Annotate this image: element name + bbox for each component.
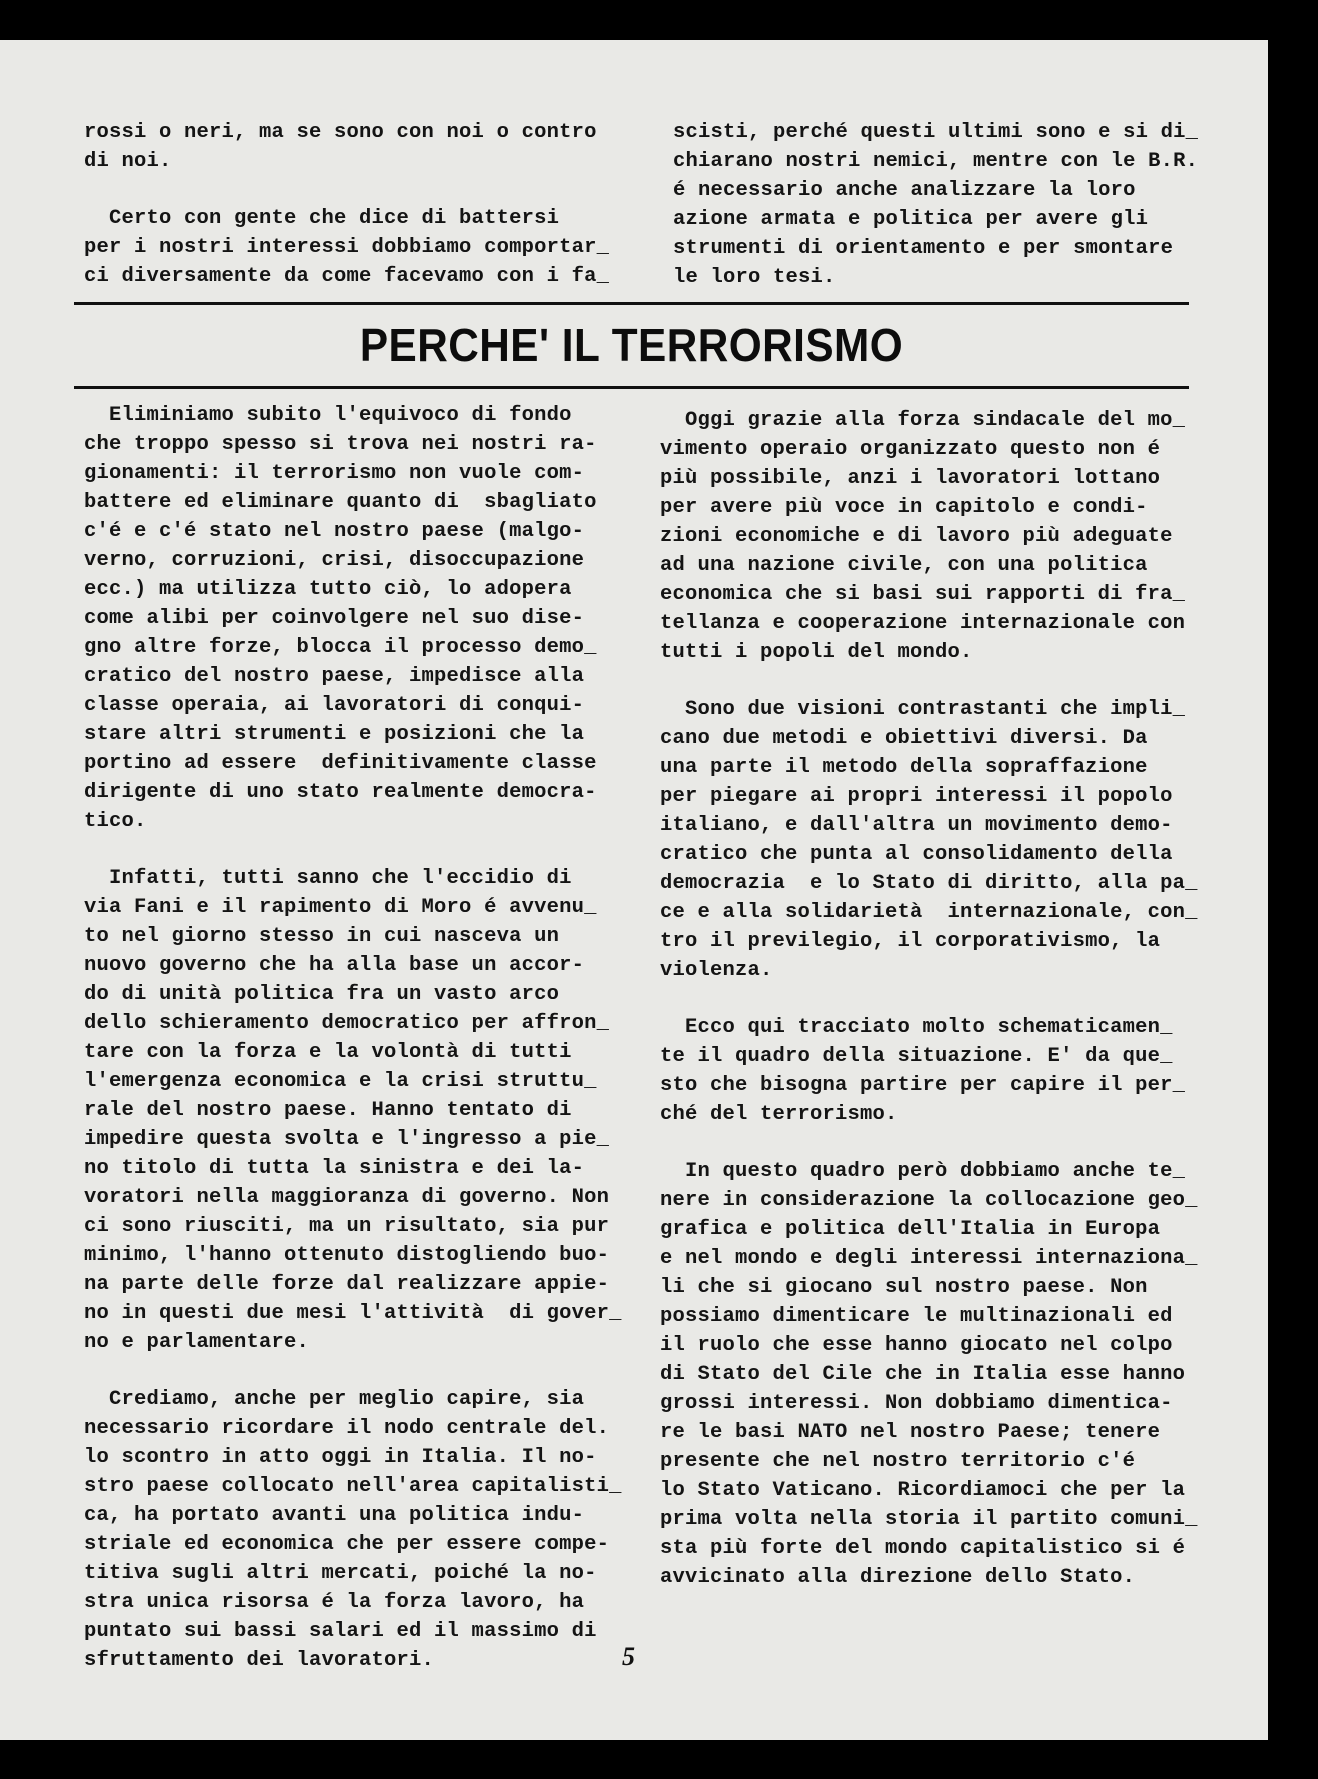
- text-line: sto che bisogna partire per capire il per_: [660, 1074, 1186, 1097]
- text-line: dello schieramento democratico per affron_: [84, 1012, 610, 1035]
- text-line: gno altre forze, blocca il processo demo_: [84, 636, 597, 659]
- text-line: battere ed eliminare quanto di sbagliato: [84, 491, 597, 514]
- text-line: tare con la forza e la volontà di tutti: [84, 1041, 572, 1064]
- document-page: [0, 40, 1268, 1740]
- title-top-rule: [74, 302, 1189, 305]
- text-line: grafica e politica dell'Italia in Europa: [660, 1218, 1161, 1241]
- text-line: ché del terrorismo.: [660, 1103, 898, 1126]
- text-line: più possibile, anzi i lavoratori lottano: [660, 467, 1161, 490]
- text-line: presente che nel nostro territorio c'é: [660, 1450, 1136, 1473]
- text-line: sfruttamento dei lavoratori.: [84, 1649, 435, 1672]
- text-line: Infatti, tutti sanno che l'eccidio di: [84, 867, 572, 890]
- text-line: nuovo governo che ha alla base un accor-: [84, 954, 585, 977]
- text-line: ci diversamente da come facevamo con i fa_: [84, 265, 610, 288]
- text-line: ecc.) ma utilizza tutto ciò, lo adopera: [84, 578, 572, 601]
- text-line: tico.: [84, 810, 147, 833]
- text-line: democrazia e lo Stato di diritto, alla pa_: [660, 872, 1198, 895]
- text-line: economica che si basi sui rapporti di fra_: [660, 583, 1186, 606]
- text-line: é necessario anche analizzare la loro: [673, 179, 1136, 202]
- text-line: no e parlamentare.: [84, 1331, 310, 1354]
- text-line: classe operaia, ai lavoratori di conqui-: [84, 694, 585, 717]
- text-line: tellanza e cooperazione internazionale con: [660, 612, 1186, 635]
- text-line: necessario ricordare il nodo centrale del.: [84, 1417, 610, 1440]
- paragraph-gap: [660, 985, 1220, 1013]
- text-line: e nel mondo e degli interessi internaziona_: [660, 1247, 1198, 1270]
- text-line: cano due metodi e obiettivi diversi. Da: [660, 727, 1148, 750]
- paragraph-gap: [84, 1357, 614, 1385]
- top-right-text: [673, 118, 1213, 292]
- text-line: voratori nella maggioranza di governo. Non: [84, 1186, 610, 1209]
- text-line: via Fani e il rapimento di Moro é avvenu_: [84, 896, 597, 919]
- text-line: prima volta nella storia il partito comuni_: [660, 1508, 1198, 1531]
- text-line: ce e alla solidarietà internazionale, con_: [660, 901, 1198, 924]
- text-line: puntato sui bassi salari ed il massimo di: [84, 1620, 597, 1643]
- text-line: grossi interessi. Non dobbiamo dimentica-: [660, 1392, 1173, 1415]
- page-title: PERCHE' IL TERRORISMO: [359, 319, 904, 371]
- top-left-text: [84, 118, 614, 291]
- text-line: cratico che punta al consolidamento della: [660, 843, 1173, 866]
- text-line: no titolo di tutta la sinistra e dei la-: [84, 1157, 585, 1180]
- text-line: verno, corruzioni, crisi, disoccupazione: [84, 549, 585, 572]
- text-line: ad una nazione civile, con una politica: [660, 554, 1148, 577]
- text-line: cratico del nostro paese, impedisce alla: [84, 665, 585, 688]
- text-line: na parte delle forze dal realizzare appie-: [84, 1273, 610, 1296]
- text-line: stare altri strumenti e posizioni che la: [84, 723, 585, 746]
- text-line: possiamo dimenticare le multinazionali ed: [660, 1305, 1173, 1328]
- text-line: nere in considerazione la collocazione geo_: [660, 1189, 1198, 1212]
- text-line: rale del nostro paese. Hanno tentato di: [84, 1099, 572, 1122]
- left-column-text: [84, 401, 622, 1675]
- paragraph-gap: [660, 1129, 1220, 1157]
- text-line: re le basi NATO nel nostro Paese; tenere: [660, 1421, 1161, 1444]
- text-line: l'emergenza economica e la crisi struttu_: [84, 1070, 597, 1093]
- text-line: minimo, l'hanno ottenuto distogliendo buo-: [84, 1244, 610, 1267]
- text-line: di Stato del Cile che in Italia esse hanno: [660, 1363, 1186, 1386]
- text-line: zioni economiche e di lavoro più adeguate: [660, 525, 1173, 548]
- text-line: te il quadro della situazione. E' da que_: [660, 1045, 1173, 1068]
- text-line: stra unica risorsa é la forza lavoro, ha: [84, 1591, 585, 1614]
- text-line: il ruolo che esse hanno giocato nel colpo: [660, 1334, 1173, 1357]
- text-line: rossi o neri, ma se sono con noi o contro: [84, 121, 597, 144]
- text-line: Ecco qui tracciato molto schematicamen_: [660, 1016, 1173, 1039]
- paragraph-gap: [84, 836, 614, 864]
- text-line: per piegare ai propri interessi il popolo: [660, 785, 1173, 808]
- text-line: lo Stato Vaticano. Ricordiamoci che per la: [660, 1479, 1186, 1502]
- text-line: Crediamo, anche per meglio capire, sia: [84, 1388, 585, 1411]
- text-line: sta più forte del mondo capitalistico si é: [660, 1537, 1186, 1560]
- text-line: di noi.: [84, 150, 172, 173]
- text-line: Certo con gente che dice di battersi: [84, 207, 560, 230]
- text-line: do di unità politica fra un vasto arco: [84, 983, 560, 1006]
- right-column-text: [660, 406, 1220, 1592]
- text-line: tro il previlegio, il corporativismo, la: [660, 930, 1161, 953]
- page-number: 5: [622, 1642, 635, 1671]
- title-bottom-rule: [74, 386, 1189, 389]
- text-line: Eliminiamo subito l'equivoco di fondo: [84, 404, 572, 427]
- text-line: lo scontro in atto oggi in Italia. Il no-: [84, 1446, 597, 1469]
- text-line: una parte il metodo della sopraffazione: [660, 756, 1148, 779]
- text-line: per avere più voce in capitolo e condi-: [660, 496, 1148, 519]
- text-line: no in questi due mesi l'attività di gover_: [84, 1302, 622, 1325]
- text-line: come alibi per coinvolgere nel suo dise-: [84, 607, 585, 630]
- text-line: dirigente di uno stato realmente democra-: [84, 781, 597, 804]
- text-line: tutti i popoli del mondo.: [660, 641, 973, 664]
- text-line: violenza.: [660, 959, 773, 982]
- text-line: In questo quadro però dobbiamo anche te_: [660, 1160, 1186, 1183]
- text-line: stro paese collocato nell'area capitalisti_: [84, 1475, 622, 1498]
- text-line: striale ed economica che per essere compe-: [84, 1533, 610, 1556]
- text-line: titiva sugli altri mercati, poiché la no-: [84, 1562, 597, 1585]
- text-line: le loro tesi.: [673, 266, 836, 289]
- text-line: Sono due visioni contrastanti che impli_: [660, 698, 1186, 721]
- text-line: italiano, e dall'altra un movimento demo-: [660, 814, 1173, 837]
- text-line: ca, ha portato avanti una politica indu-: [84, 1504, 585, 1527]
- text-line: li che si giocano sul nostro paese. Non: [660, 1276, 1148, 1299]
- text-line: che troppo spesso si trova nei nostri ra-: [84, 433, 597, 456]
- text-line: gionamenti: il terrorismo non vuole com-: [84, 462, 585, 485]
- text-line: impedire questa svolta e l'ingresso a pie_: [84, 1128, 610, 1151]
- text-line: strumenti di orientamento e per smontare: [673, 237, 1174, 260]
- text-line: c'é e c'é stato nel nostro paese (malgo-: [84, 520, 585, 543]
- text-line: chiarano nostri nemici, mentre con le B.R.: [673, 150, 1199, 173]
- text-line: Oggi grazie alla forza sindacale del mo_: [660, 409, 1186, 432]
- text-line: avvicinato alla direzione dello Stato.: [660, 1566, 1136, 1589]
- text-line: ci sono riusciti, ma un risultato, sia pur: [84, 1215, 610, 1238]
- text-line: azione armata e politica per avere gli: [673, 208, 1149, 231]
- text-line: vimento operaio organizzato questo non é: [660, 438, 1161, 461]
- text-line: scisti, perché questi ultimi sono e si di_: [673, 121, 1199, 144]
- text-line: per i nostri interessi dobbiamo comportar_: [84, 236, 610, 259]
- text-line: portino ad essere definitivamente classe: [84, 752, 597, 775]
- paragraph-gap: [660, 667, 1220, 695]
- text-line: to nel giorno stesso in cui nasceva un: [84, 925, 560, 948]
- paragraph-gap: [84, 176, 614, 204]
